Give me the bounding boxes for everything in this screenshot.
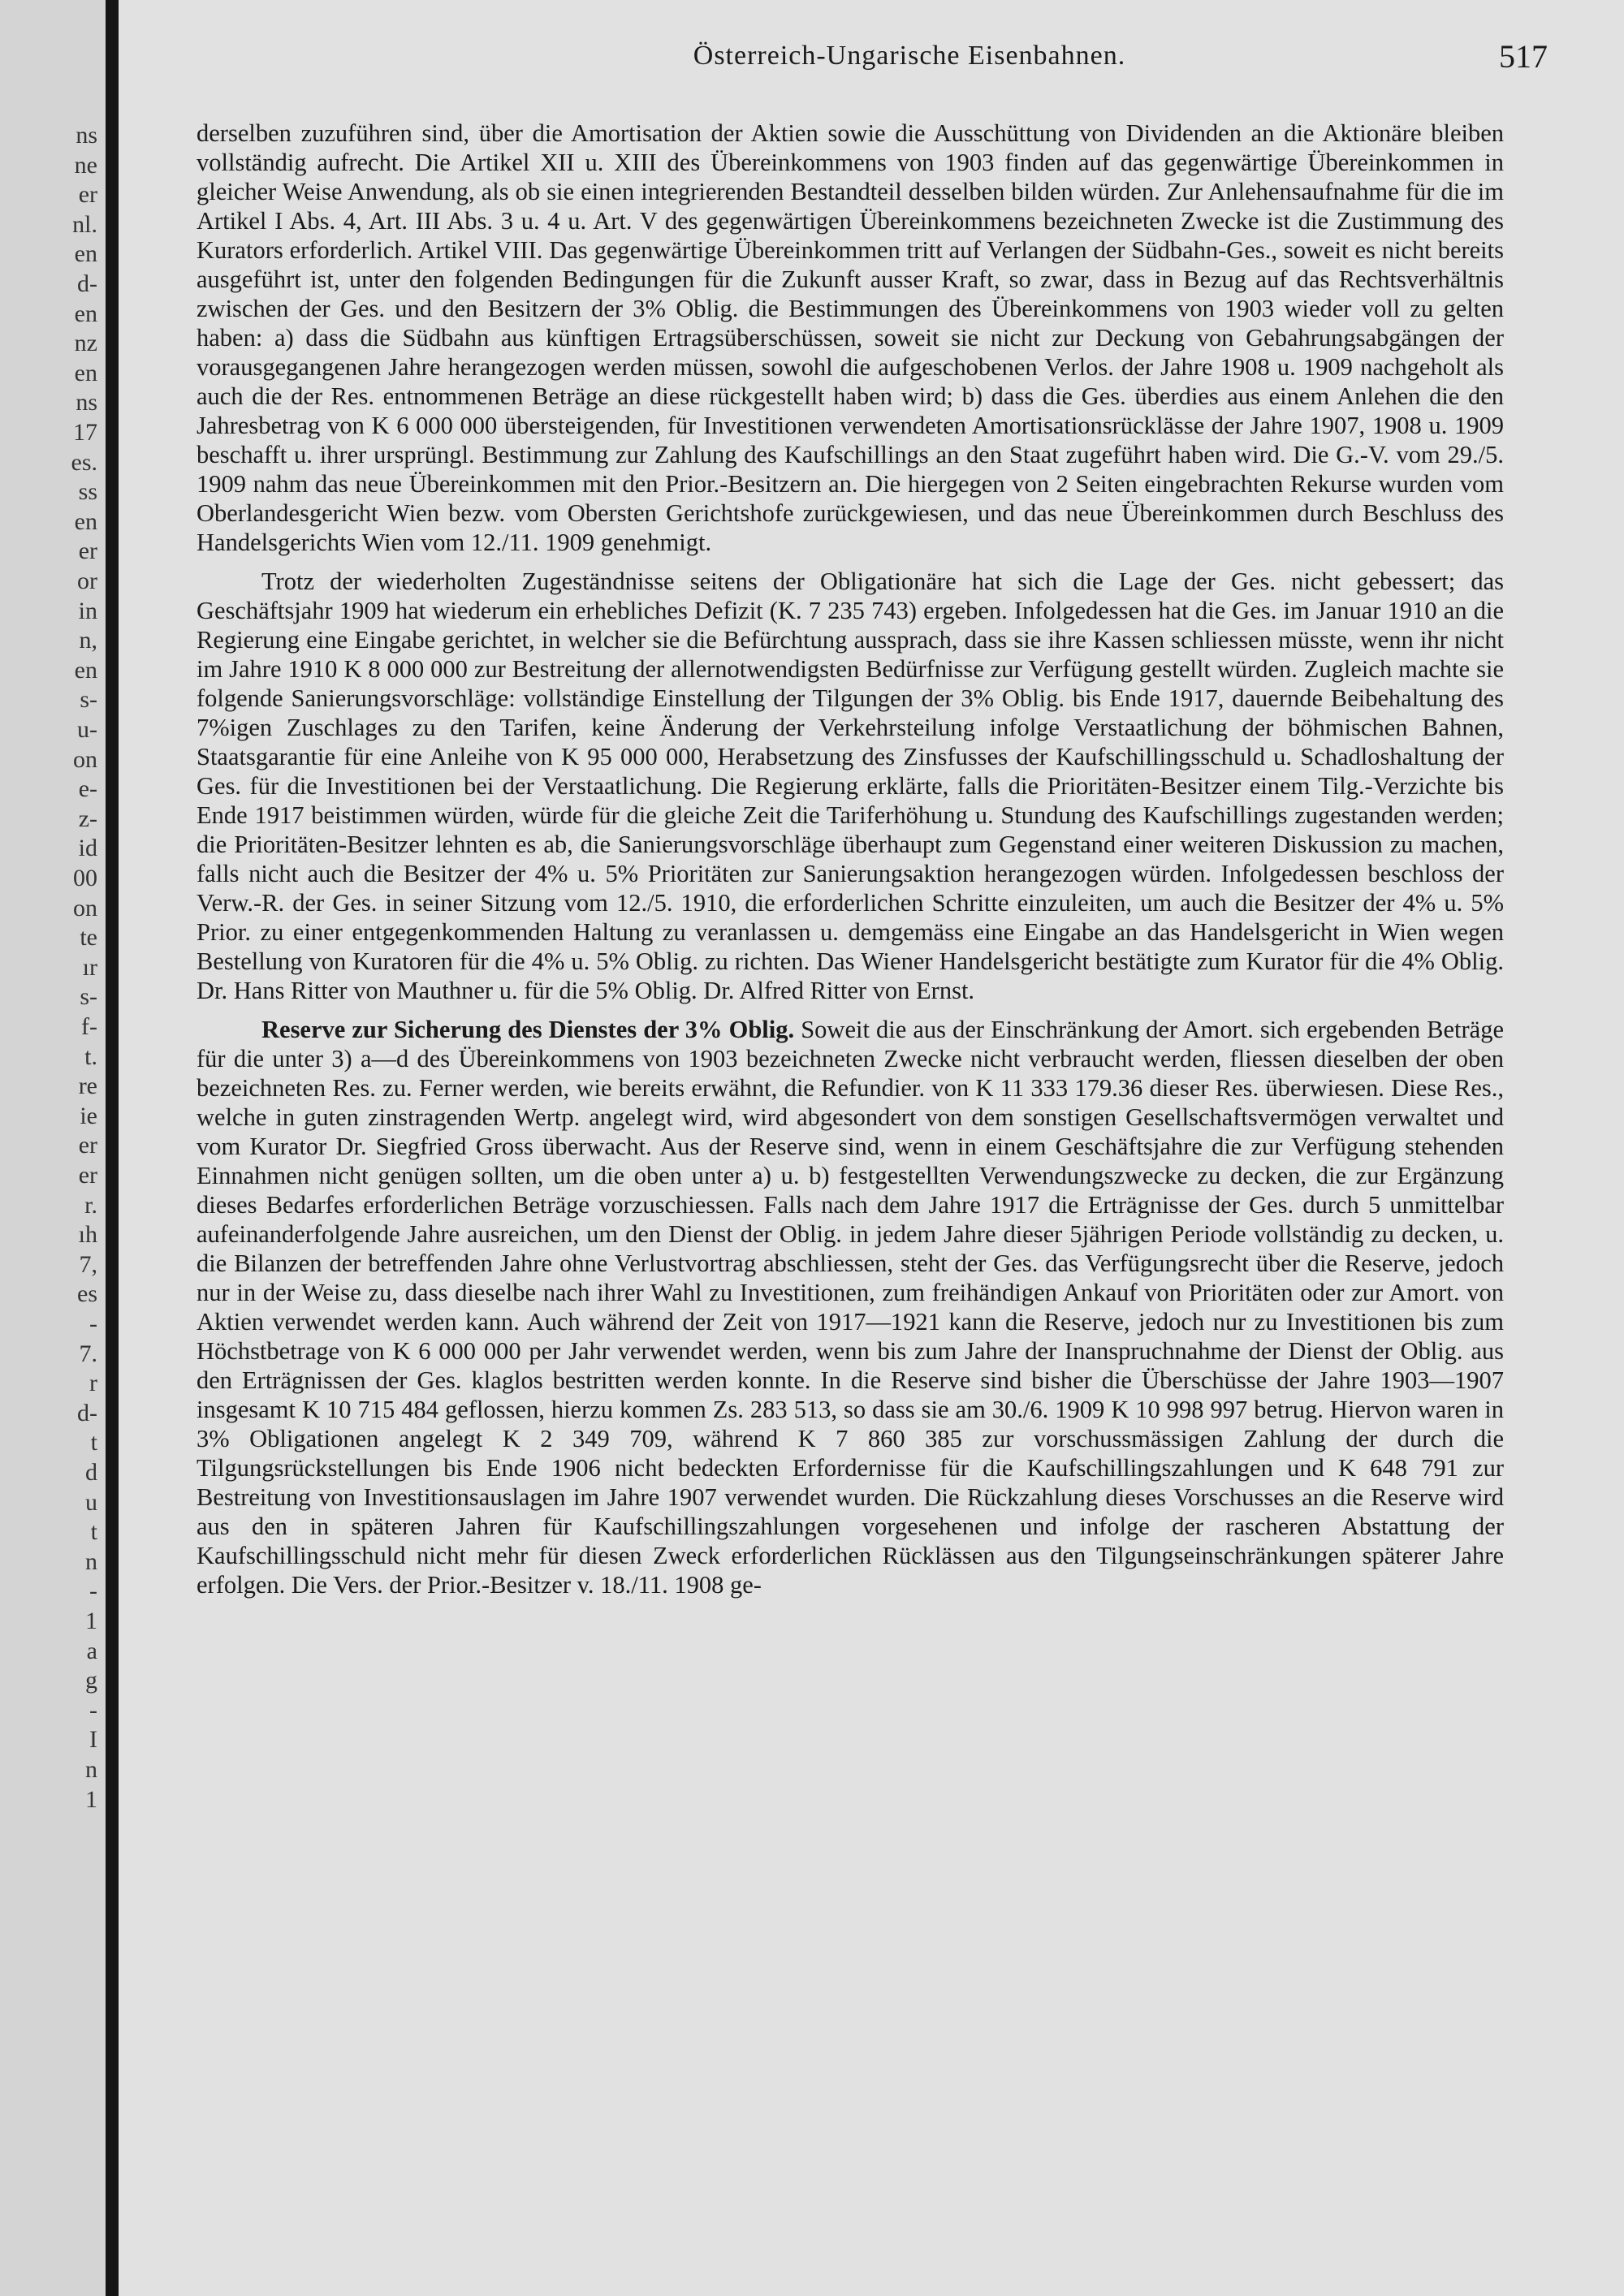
margin-fragment: id <box>78 835 97 862</box>
margin-fragment: g <box>85 1667 97 1694</box>
margin-fragment: - <box>89 1577 97 1605</box>
margin-fragment: ır <box>82 953 97 981</box>
margin-fragment: n <box>85 1756 97 1783</box>
margin-fragment: 1 <box>85 1785 97 1813</box>
adjacent-page-margin <box>0 0 106 2296</box>
margin-fragment: ne <box>74 151 97 179</box>
margin-fragment: I <box>89 1726 97 1754</box>
margin-fragment: a <box>86 1637 97 1664</box>
margin-fragment: 17 <box>73 419 97 446</box>
margin-fragment: 7. <box>79 1340 97 1367</box>
margin-fragment: - <box>89 1310 97 1337</box>
margin-fragment: n, <box>79 627 97 654</box>
margin-fragment: - <box>89 1696 97 1724</box>
margin-fragment: te <box>80 924 97 952</box>
margin-fragment: or <box>77 568 97 594</box>
paragraph-2 <box>197 567 1504 1005</box>
margin-fragment: e- <box>78 775 97 803</box>
margin-fragment: ns <box>76 122 97 149</box>
margin-fragment: en <box>74 507 97 535</box>
margin-fragment: t. <box>84 1042 97 1070</box>
paragraph-1 <box>197 119 1504 557</box>
margin-fragment: ıh <box>78 1221 97 1249</box>
margin-fragment: es. <box>71 448 97 476</box>
margin-fragment: nl. <box>72 210 97 238</box>
margin-fragment: 00 <box>73 865 97 891</box>
margin-fragment: ss <box>78 478 97 506</box>
margin-fragment: r <box>89 1370 97 1397</box>
margin-fragment: nz <box>74 330 97 357</box>
page-number: 517 <box>1499 38 1548 75</box>
margin-fragment: in <box>78 597 97 624</box>
margin-fragment: u- <box>77 716 97 743</box>
margin-fragment: t <box>90 1429 97 1457</box>
margin-fragment: s- <box>80 686 97 714</box>
running-head: Österreich-Ungarische Eisenbahnen. <box>693 41 1126 71</box>
margin-fragment: t <box>90 1518 97 1546</box>
margin-fragment: es <box>77 1280 97 1308</box>
margin-fragment: ns <box>76 389 97 416</box>
margin-fragment: u <box>85 1488 97 1516</box>
margin-fragment: en <box>74 656 97 684</box>
margin-fragment: re <box>78 1072 97 1100</box>
margin-fragment: on <box>73 745 97 773</box>
margin-fragment: er <box>78 181 97 209</box>
margin-fragment: d- <box>77 1399 97 1426</box>
binding-gutter <box>106 0 119 2296</box>
margin-fragment: 1 <box>85 1608 97 1634</box>
margin-fragment: d- <box>77 270 97 297</box>
margin-fragment: n <box>85 1547 97 1575</box>
margin-fragment: en <box>74 359 97 386</box>
margin-fragment: d <box>85 1459 97 1486</box>
margin-fragment: ie <box>80 1102 97 1129</box>
margin-fragment: s- <box>80 983 97 1011</box>
margin-fragment: f- <box>81 1013 97 1040</box>
section-heading: Reserve zur Sicherung des Dienstes der 3% Oblig. <box>261 1016 795 1043</box>
margin-fragment: er <box>78 537 97 565</box>
margin-fragment: z- <box>78 805 97 832</box>
margin-fragment: 7, <box>79 1250 97 1278</box>
margin-fragment: on <box>73 894 97 921</box>
paragraph-text: Trotz der wiederholten Zugeständnisse seitens der Obligationäre hat sich die Lage der Ges. nicht gebessert; das Geschäftsjahr 1909 hat wiederum ein erhebliches Defizit (K. 7 235 743) ergeben. Infolgedessen hat die Ges. im Januar 1910 an die Regierung eine Eingabe gerichtet, in welcher sie die Befürchtung aussprach, dass sie ihre Kassen schliessen müsste, wenn ihr nicht im Jahre 1910 K 8 000 000 zur Bestreitung der allernotwendigsten Bedürfnisse zur Verfügung gestellt würden. Zugleich machte sie folgende Sanierungsvorschläge: vollständige Einstellung der Tilgungen der 3% Oblig. bis Ende 1917, dauernde Beibehaltung des 7%igen Zuschlages zu den Tarifen, keine Änderung der Verkehrsteilung infolge Verstaatlichung der böhmischen Bahnen, Staatsgarantie für eine Anleihe von K 95 000 000, Herabsetzung des Zinsfusses der Kaufschillingsschuld u. Schadloshaltung der Ges. für die Investitionen bei der Verstaatlichung. Die Regierung erklärte, falls die Prioritäten-Besitzer einem Tilg.-Verzichte bis Ende 1917 beistimmen würden, würde für die gleiche Zeit die Tariferhöhung u. Stundung des Kaufschillings zugestanden werden; die Prioritäten-Besitzer lehnten es ab, die Sanierungsvorschläge überhaupt zum Gegenstand einer weiteren Diskussion zu machen, falls nicht auch die Besitzer der 4% u. 5% Prioritäten zur Sanierungsaktion herangezogen würden. Infolgedessen beschloss der Verw.-R. der Ges. in seiner Sitzung vom 12./5. 1910, die erforderlichen Schritte einzuleiten, um auch die Besitzer der 4% u. 5% Prior. zu einer entgegenkommenden Haltung zu veranlassen u. demgemäss eine Eingabe an das Handelsgericht in Wien wegen Bestellung von Kuratoren für die 4% u. 5% Oblig. zu richten. Das Wiener Handelsgericht bestätigte zum Kurator für die 4% Oblig. Dr. Hans Ritter von Mauthner u. für die 5% Oblig. Dr. Alfred Ritter von Ernst. <box>197 568 1504 1004</box>
document-page <box>119 0 1624 2296</box>
body-text <box>197 119 1504 1599</box>
margin-fragment: en <box>74 300 97 327</box>
margin-fragment: r. <box>84 1191 97 1219</box>
paragraph-text: derselben zuzuführen sind, über die Amortisation der Aktien sowie die Ausschüttung von Dividenden an die Aktionäre bleiben vollständig aufrecht. Die Artikel XII u. XIII des Übereinkommens von 1903 finden auf das gegenwärtige Übereinkommen in gleicher Weise Anwendung, als ob sie einen integrierenden Bestandteil desselben bilden würden. Zur Anlehensaufnahme für die im Artikel I Abs. 4, Art. III Abs. 3 u. 4 u. Art. V des gegenwärtigen Übereinkommens bezeichneten Zwecke ist die Zustimmung des Kurators erforderlich. Artikel VIII. Das gegenwärtige Übereinkommen tritt auf Verlangen der Südbahn-Ges., soweit es nicht bereits ausgeführt ist, unter den folgenden Bedingungen für die Zukunft ausser Kraft, so zwar, dass in Bezug auf das Rechtsverhältnis zwischen der Ges. und den Besitzern der 3% Oblig. die Bestimmungen des Übereinkommens von 1903 wieder voll zu gelten haben: a) dass die Südbahn aus künftigen Ertragsüberschüssen, soweit sie nicht zur Deckung von Gebahrungsabgängen der vorausgegangenen Jahre herangezogen werden müssen, sowohl die aufgeschobenen Verlos. der Jahre 1908 u. 1909 nachgeholt als auch die der Res. entnommenen Beträge an diese rückgestellt haben wird; b) dass die Ges. überdies aus einem Anlehen die den Jahresbetrag von K 6 000 000 übersteigenden, für Investitionen verwendeten Amortisationsrücklässe der Jahre 1907, 1908 u. 1909 beschafft u. ihrer ursprüngl. Bestimmung zur Zahlung des Kaufschillings an den Staat zugeführt haben wird. Die G.-V. vom 29./5. 1909 nahm das neue Übereinkommen mit den Prior.-Besitzern an. Die hiergegen von 2 Seiten eingebrachten Rekurse wurden vom Oberlandesgericht Wien bezw. vom Obersten Gerichtshofe zurückgewiesen, und das neue Übereinkommen durch Beschluss des Handelsgerichts Wien vom 12./11. 1909 genehmigt. <box>197 119 1504 556</box>
paragraph-3 <box>197 1015 1504 1599</box>
margin-fragment: en <box>74 240 97 268</box>
margin-fragment: er <box>78 1132 97 1159</box>
margin-fragment: er <box>78 1162 97 1189</box>
paragraph-text: Soweit die aus der Einschränkung der Amort. sich ergebenden Beträge für die unter 3) a—d des Übereinkommens von 1903 bezeichneten Zwecke nicht verbraucht werden, fliessen dieselben der oben bezeichneten Res. zu. Ferner werden, wie bereits erwähnt, die Refundier. von K 11 333 179.36 dieser Res. überwiesen. Diese Res., welche in guten zinstragenden Wertp. angelegt wird, wird abgesondert von dem sonstigen Gesellschaftsvermögen verwaltet und vom Kurator Dr. Siegfried Gross überwacht. Aus der Reserve sind, wenn in einem Geschäftsjahre die zur Verfügung stehenden Einnahmen nicht genügen sollten, um die oben unter a) u. b) festgestellten Verwendungszwecke zu decken, die zur Ergänzung dieses Bedarfes erforderlichen Beträge vorzuschiessen. Falls nach dem Jahre 1917 die Erträgnisse der Ges. durch 5 unmittelbar aufeinanderfolgende Jahre ausreichen, um den Dienst der Oblig. in jedem Jahre dieser 5jährigen Periode vollständig zu decken, u. die Bilanzen der betreffenden Jahre ohne Verlustvortrag abschliessen, steht der Ges. das Verfügungsrecht über die Reserve, jedoch nur in der Weise zu, dass dieselbe nach ihrer Wahl zu Investitionen, zum freihändigen Ankauf von Prioritäten oder zur Amort. von Aktien verwendet werden kann. Auch während der Zeit von 1917—1921 kann die Reserve, jedoch nur zu Investitionen bis zum Höchstbetrage von K 6 000 000 per Jahr verwendet werden, wenn bis zum Jahre der Inanspruchnahme der Dienst der Oblig. aus den Erträgnissen der Ges. klaglos bestritten werden konnte. In die Reserve sind bisher die Überschüsse der Jahre 1903—1907 insgesamt K 10 715 484 geflossen, hierzu kommen Zs. 283 513, so dass sie am 30./6. 1909 K 10 998 997 betrug. Hiervon waren in 3% Obligationen angelegt K 2 349 709, während K 7 860 385 zur vorschussmässigen Zahlung der durch die Tilgungsrückstellungen bis Ende 1906 nicht bedeckten Erfordernisse für die Kaufschillingszahlungen und K 648 791 zur Bestreitung von Investitionsauslagen im Jahre 1907 verwendet wurden. Die Rückzahlung dieses Vorschusses an die Reserve wird aus den in späteren Jahren für Kaufschillingszahlungen vorgesehenen und infolge der rascheren Abstattung der Kaufschillingsschuld nicht mehr für diesen Zweck erforderlichen Rücklässen aus den Tilgungseinschränkungen späterer Jahre erfolgen. Die Vers. der Prior.-Besitzer v. 18./11. 1908 ge- <box>197 1016 1505 1599</box>
